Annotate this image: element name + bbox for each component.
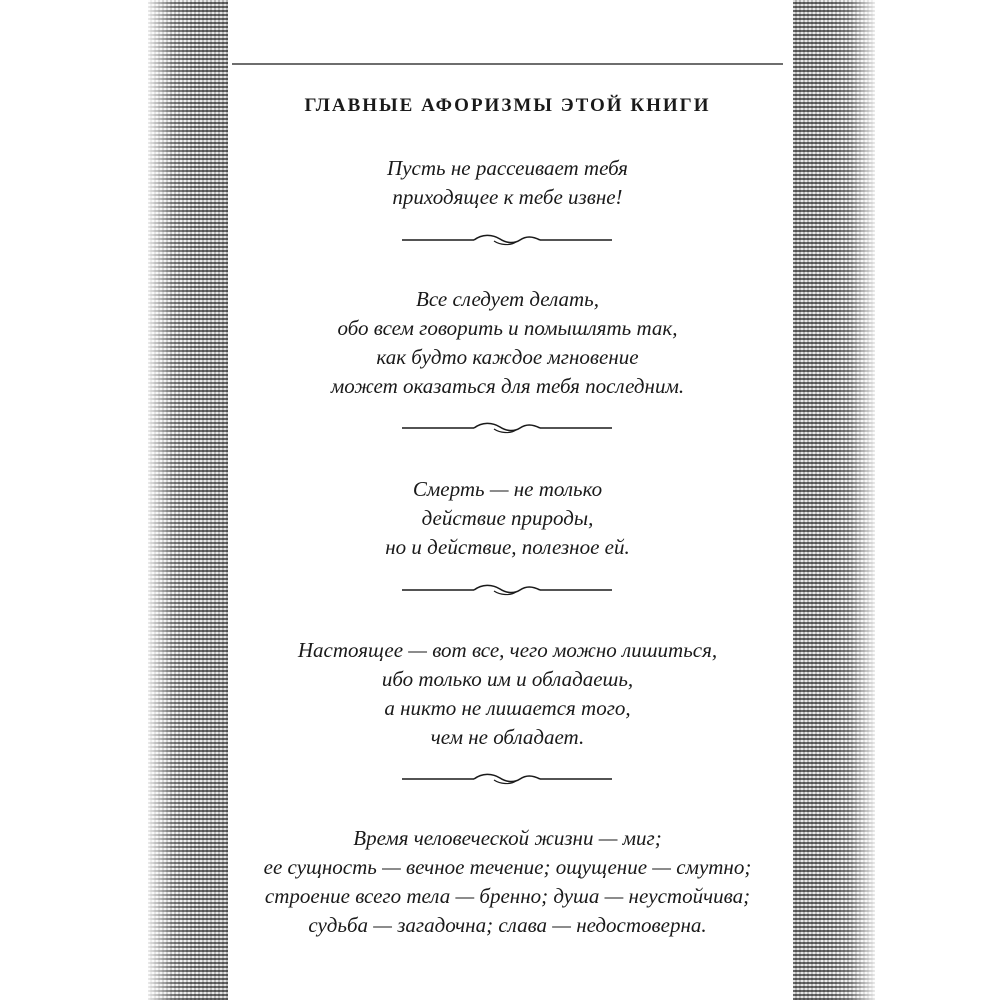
flourish-divider-icon [402,582,612,598]
aphorism-line: обо всем говорить и помышлять так, [337,316,678,340]
halftone-border-right [793,0,875,1000]
aphorism-1 [232,154,783,212]
aphorism-2 [232,285,783,401]
halftone-border-left [148,0,228,1000]
aphorism-line: приходящее к тебе извне! [392,185,623,209]
aphorism-5 [232,824,783,940]
aphorism-line: строение всего тела — бренно; душа — неустойчива; [264,884,751,908]
aphorism-line: ибо только им и обладаешь, [381,667,634,691]
aphorism-line: как будто каждое мгновение [376,345,639,369]
page-title: ГЛАВНЫЕ АФОРИЗМЫ ЭТОЙ КНИГИ [304,95,711,116]
aphorism-line: чем не обладает. [430,725,585,749]
aphorism-line: Время человеческой жизни — миг; [353,826,662,850]
aphorism-line: действие природы, [421,506,594,530]
aphorism-line: но и действие, полезное ей. [385,535,630,559]
aphorism-4 [232,636,783,752]
flourish-divider-icon [402,420,612,436]
aphorism-line: ее сущность — вечное течение; ощущение — смутно; [263,855,752,879]
aphorism-line: судьба — загадочна; слава — недостоверна. [308,913,707,937]
aphorism-line: может оказаться для тебя последним. [330,374,685,398]
aphorism-line: а никто не лишается того, [384,696,631,720]
aphorism-line: Смерть — не только [412,477,603,501]
flourish-divider-icon [402,771,612,787]
top-rule [232,63,783,65]
aphorism-line: Все следует делать, [416,287,599,311]
aphorism-line: Настоящее — вот все, чего можно лишиться, [297,638,718,662]
aphorism-3 [232,475,783,562]
flourish-divider-icon [402,232,612,248]
aphorism-line: Пусть не рассеивает тебя [387,156,628,180]
